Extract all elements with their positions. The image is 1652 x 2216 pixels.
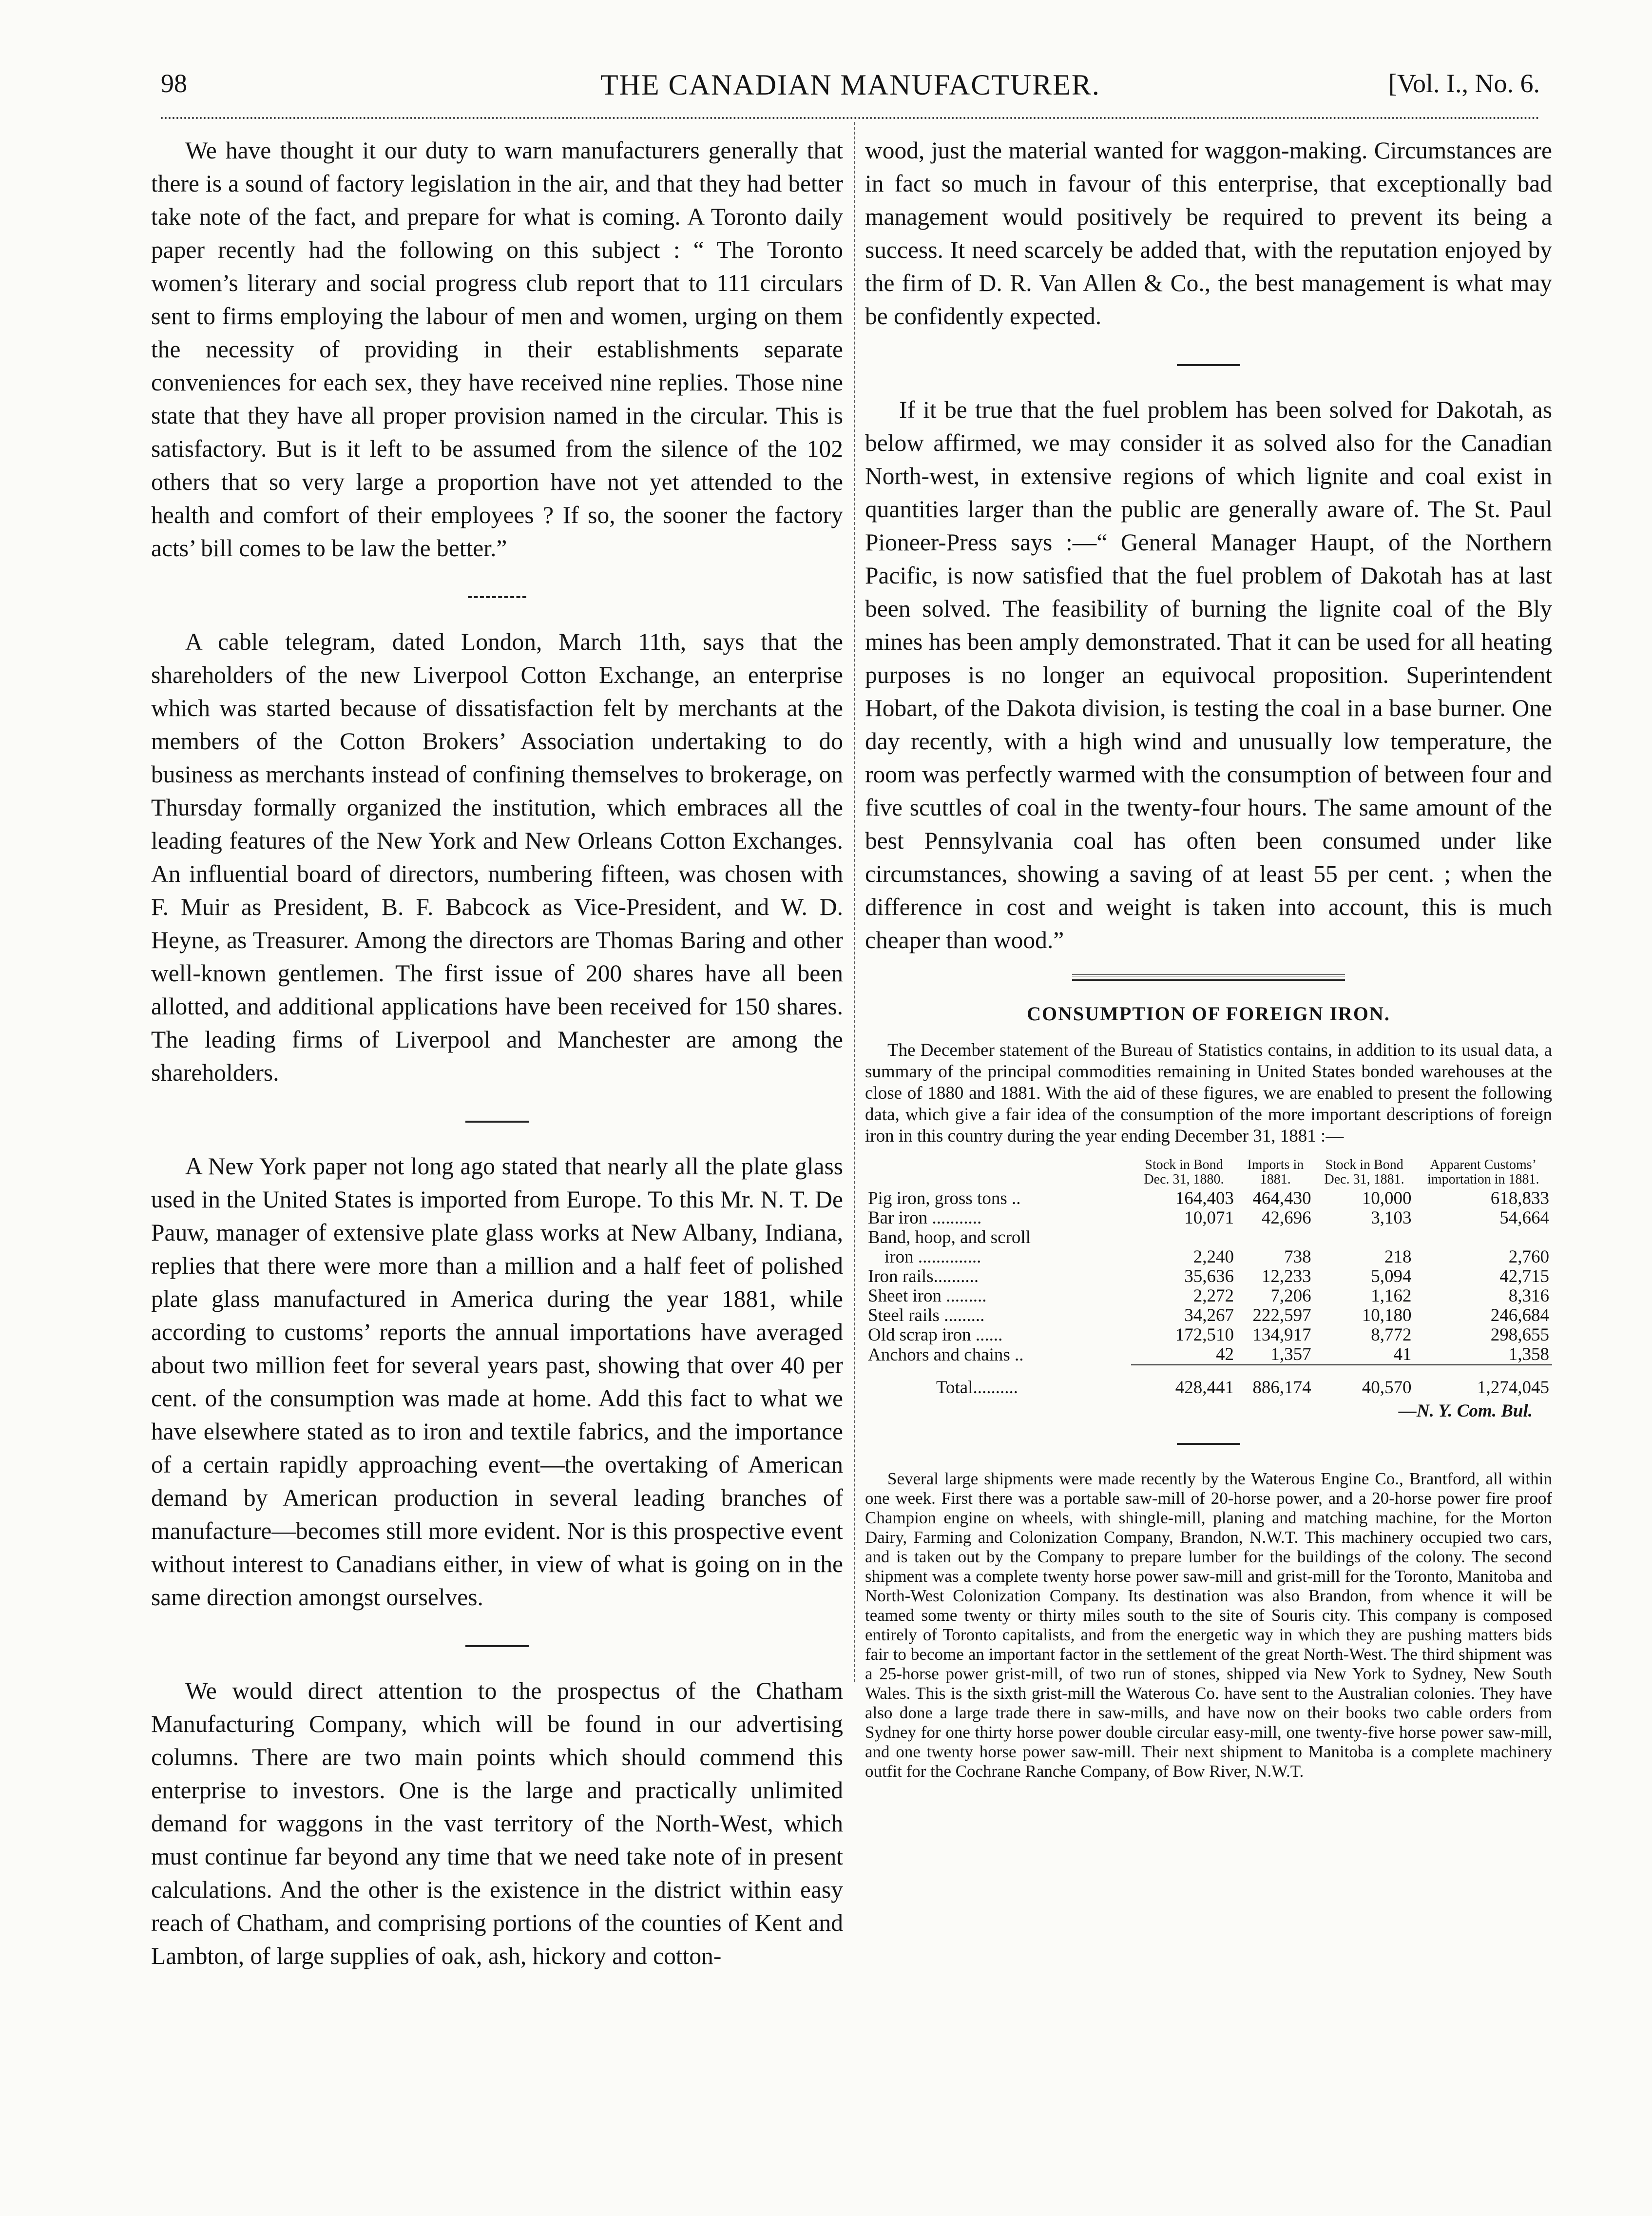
- table-row: [865, 1345, 1552, 1365]
- row-label: Band, hoop, and scroll: [868, 1227, 1031, 1247]
- cell: 35,636: [1184, 1266, 1234, 1286]
- volume-issue: [Vol. I., No. 6.: [1388, 69, 1540, 98]
- left-column: [151, 134, 843, 1973]
- iron-consumption-table: [865, 1158, 1552, 1398]
- article-waterous-shipments: Several large shipments were made recently by the Waterous Engine Co., Brantford, all within one week. First there was a portable saw-mill of 20-horse power, and a 20-horse power fire proof Champion engine on wheels, with shingle-mill, planing and matching machine, for the Morton Dairy, Farming and Colonization Company, Brandon, N.W.T. This machinery occupied two cars, and is taken out by the Company to prepare lumber for the buildings of the colony. The second shipment was a complete twenty horse power saw-mill and grist-mill for the Toronto, Manitoba and North-West Colonization Company. Its destination was also Brandon, from whence it will be teamed some twenty or thirty miles south to the site of Souris city. This company is composed entirely of Toronto capitalists, and from the energetic way in which they are pushing matters bids fair to become an important factor in the settlement of the great North-West. The third shipment was a 25-horse power grist-mill, of two run of stones, shipped via New York to Sydney, New South Wales. This is the sixth grist-mill the Waterous Co. have sent to the Australian colonies. They have also done a large trade there in saw-mills, and have now on their books two cable orders from Sydney for one thirty horse power double circular easy-mill, one twenty-five horse power saw-mill, and one twenty horse power saw-mill. Their next shipment to Manitoba is a complete machinery outfit for the Cochrane Ranche Company, of Bow River, N.W.T.: [865, 1469, 1552, 1781]
- cell: 42,715: [1499, 1266, 1549, 1286]
- page-number: 98: [161, 69, 187, 98]
- cell: 5,094: [1371, 1266, 1412, 1286]
- cell: 8,772: [1371, 1325, 1412, 1345]
- row-label: Pig iron, gross tons ..: [868, 1188, 1021, 1208]
- table-row: [865, 1286, 1552, 1306]
- row-label: Old scrap iron ......: [868, 1325, 1003, 1345]
- right-column: [865, 134, 1552, 1781]
- column-divider: [854, 122, 855, 1682]
- column-header: Stock in Bond Dec. 31, 1880.: [1144, 1157, 1224, 1187]
- cell: 54,664: [1499, 1208, 1549, 1228]
- total-label: Total..........: [936, 1377, 1018, 1398]
- page-header: [161, 63, 1540, 107]
- cell: 464,430: [1252, 1188, 1311, 1208]
- table-row: [865, 1208, 1552, 1228]
- iron-section-heading: CONSUMPTION OF FOREIGN IRON.: [1027, 1003, 1390, 1025]
- row-label: Iron rails..........: [868, 1266, 979, 1286]
- article-plate-glass: A New York paper not long ago stated that nearly all the plate glass used in the United States is imported from Europe. To this Mr. N. T. De Pauw, manager of extensive plate glass works at New Albany, Indiana, replies that there were more than a million and a half feet of polished plate glass manufactured in America during the year 1881, while according to customs’ reports the annual importations have averaged about two million feet for several years past, showing that over 40 per cent. of the consumption was made at home. Add this fact to what we have elsewhere stated as to iron and textile fabrics, and the importance of a certain rapidly approaching event—the overtaking of American demand by American production in several leading branches of manufacture—becomes still more evident. Nor is this prospective event without interest to Canadians either, in view of what is going on in the same direction amongst ourselves.: [151, 1153, 843, 1611]
- cell: 298,655: [1490, 1325, 1549, 1345]
- section-separator: [1177, 1443, 1240, 1445]
- cell: 2,760: [1508, 1247, 1549, 1267]
- cell: 10,180: [1362, 1305, 1412, 1325]
- cell: [1237, 1228, 1314, 1247]
- cell: 40,570: [1314, 1365, 1415, 1398]
- table-total-row: [865, 1365, 1552, 1398]
- cell: 738: [1284, 1247, 1311, 1267]
- cell: 246,684: [1490, 1305, 1549, 1325]
- cell: 2,240: [1193, 1247, 1234, 1267]
- table-header-row: [865, 1158, 1552, 1189]
- header-rule: [161, 117, 1540, 119]
- cell: 164,403: [1175, 1188, 1234, 1208]
- column-header: Imports in 1881.: [1247, 1157, 1304, 1187]
- cell: 886,174: [1237, 1365, 1314, 1398]
- table-row: [865, 1325, 1552, 1345]
- cell: 12,233: [1261, 1266, 1311, 1286]
- section-separator: [1177, 364, 1240, 366]
- cell: 218: [1384, 1247, 1412, 1267]
- article-dakotah-fuel: If it be true that the fuel problem has been solved for Dakotah, as below affirmed, we may consider it as solved also for the Canadian North-west, in extensive regions of which lignite and coal exist in quantities larger than the public are generally aware of. The St. Paul Pioneer-Press says :—“ General Manager Haupt, of the Northern Pacific, is now satisfied that the fuel problem of Dakotah has at last been solved. The feasibility of burning the lignite coal of the Bly mines has been amply demonstrated. That it can be used for all heating purposes is no longer an equivocal proposition. Superintendent Hobart, of the Dakota division, is testing the coal in a base burner. One day recently, with a high wind and unusually low temperature, the room was perfectly warmed with the consumption of between four and five scuttles of coal in the twenty-four hours. The same amount of the best Pennsylvania coal has often been consumed under like circumstances, showing a saving of at least 55 per cent. ; when the difference in cost and weight is taken into account, this is much cheaper than wood.”: [865, 396, 1552, 953]
- article-liverpool-cotton-exchange: A cable telegram, dated London, March 11th, says that the shareholders of the new Liverpool Cotton Exchange, an enterprise which was started because of dissatisfaction felt by merchants at the members of the Cotton Brokers’ Association undertaking to do business as merchants instead of confining themselves to brokerage, on Thursday formally organized the institution, which embraces all the leading features of the New York and New Orleans Cotton Exchanges. An influential board of directors, numbering fifteen, was chosen with F. Muir as President, B. F. Babcock as Vice-President, and W. D. Heyne, as Treasurer. Among the directors are Thomas Baring and other well-known gentlemen. The first issue of 200 shares have all been allotted, and additional applications have been received for 150 shares. The leading firms of Liverpool and Manchester are among the shareholders.: [151, 628, 843, 1086]
- table-row: [865, 1228, 1552, 1247]
- section-separator: [465, 1645, 529, 1647]
- cell: 1,357: [1270, 1344, 1311, 1364]
- cell: 134,917: [1252, 1325, 1311, 1345]
- cell: [1314, 1228, 1415, 1247]
- row-label: Sheet iron .........: [868, 1286, 987, 1306]
- table-source-credit: —N. Y. Com. Bul.: [1398, 1401, 1533, 1421]
- cell: 428,441: [1131, 1365, 1237, 1398]
- cell: 222,597: [1252, 1305, 1311, 1325]
- cell: 3,103: [1371, 1208, 1412, 1228]
- row-label: Steel rails .........: [868, 1305, 985, 1325]
- column-header: Apparent Customs’ importation in 1881.: [1427, 1157, 1539, 1187]
- cell: 172,510: [1175, 1325, 1234, 1345]
- table-row: [865, 1247, 1552, 1267]
- row-label: Anchors and chains ..: [868, 1344, 1024, 1365]
- table-row: [865, 1306, 1552, 1325]
- article-chatham-continued: wood, just the material wanted for waggon-making. Circumstances are in fact so much in favour of this enterprise, that exceptionally bad management would positively be required to prevent its being a success. It need scarcely be added that, with the reputation enjoyed by the firm of D. R. Van Allen & Co., the best management is what may be confidently expected.: [865, 137, 1552, 330]
- cell: 618,833: [1490, 1188, 1549, 1208]
- row-label: Bar iron ...........: [868, 1208, 982, 1228]
- cell: [1415, 1228, 1552, 1247]
- cell: 1,358: [1508, 1344, 1549, 1364]
- cell: [1131, 1228, 1237, 1247]
- publication-title: THE CANADIAN MANUFACTURER.: [600, 69, 1100, 101]
- cell: 8,316: [1508, 1286, 1549, 1306]
- cell: 42,696: [1261, 1208, 1311, 1228]
- cell: 2,272: [1193, 1286, 1234, 1306]
- cell: 34,267: [1184, 1305, 1234, 1325]
- table-row: [865, 1267, 1552, 1286]
- cell: 42: [1216, 1344, 1234, 1364]
- column-header-item: [865, 1158, 1131, 1189]
- section-separator: [468, 596, 526, 598]
- row-label: iron ..............: [884, 1247, 981, 1267]
- article-factory-legislation: We have thought it our duty to warn manufacturers generally that there is a sound of factory legislation in the air, and that they had better take note of the fact, and prepare for what is coming. A Toronto daily paper recently had the following on this subject : “ The Toronto women’s literary and social progress club report that to 111 circulars sent to firms employing the labour of men and women, urging on them the necessity of providing in their establishments separate conveniences for each sex, they have received nine replies. Those nine state that they have all proper provision named in the circular. This is satisfactory. But is it left to be assumed from the silence of the 102 others that so very large a proportion have not yet attended to the health and comfort of their employees ? If so, the sooner the factory acts’ bill comes to be law the better.”: [151, 137, 843, 562]
- cell: 1,274,045: [1415, 1365, 1552, 1398]
- section-separator: [465, 1121, 529, 1123]
- table-row: [865, 1189, 1552, 1208]
- column-header: Stock in Bond Dec. 31, 1881.: [1324, 1157, 1404, 1187]
- cell: 7,206: [1270, 1286, 1311, 1306]
- cell: 1,162: [1371, 1286, 1412, 1306]
- cell: 10,071: [1184, 1208, 1234, 1228]
- iron-intro: The December statement of the Bureau of Statistics contains, in addition to its usual data, a summary of the principal commodities remaining in United States bonded warehouses at the close of 1880 and 1881. With the aid of these figures, we are enabled to present the following data, which give a fair idea of the consumption of the more important descriptions of foreign iron in this country during the year ending December 31, 1881 :—: [865, 1040, 1552, 1146]
- cell: 41: [1393, 1344, 1412, 1364]
- article-chatham-manufacturing: We would direct attention to the prospectus of the Chatham Manufacturing Company, which will be found in our advertising columns. There are two main points which should commend this enterprise to investors. One is the large and practically unlimited demand for waggons in the vast territory of the North-West, which must continue far beyond any time that we need take note of in present calculations. And the other is the existence in the district within easy reach of Chatham, and comprising portions of the counties of Kent and Lambton, of large supplies of oak, ash, hickory and cotton-: [151, 1677, 843, 1969]
- cell: 10,000: [1362, 1188, 1412, 1208]
- section-separator: [1072, 974, 1345, 981]
